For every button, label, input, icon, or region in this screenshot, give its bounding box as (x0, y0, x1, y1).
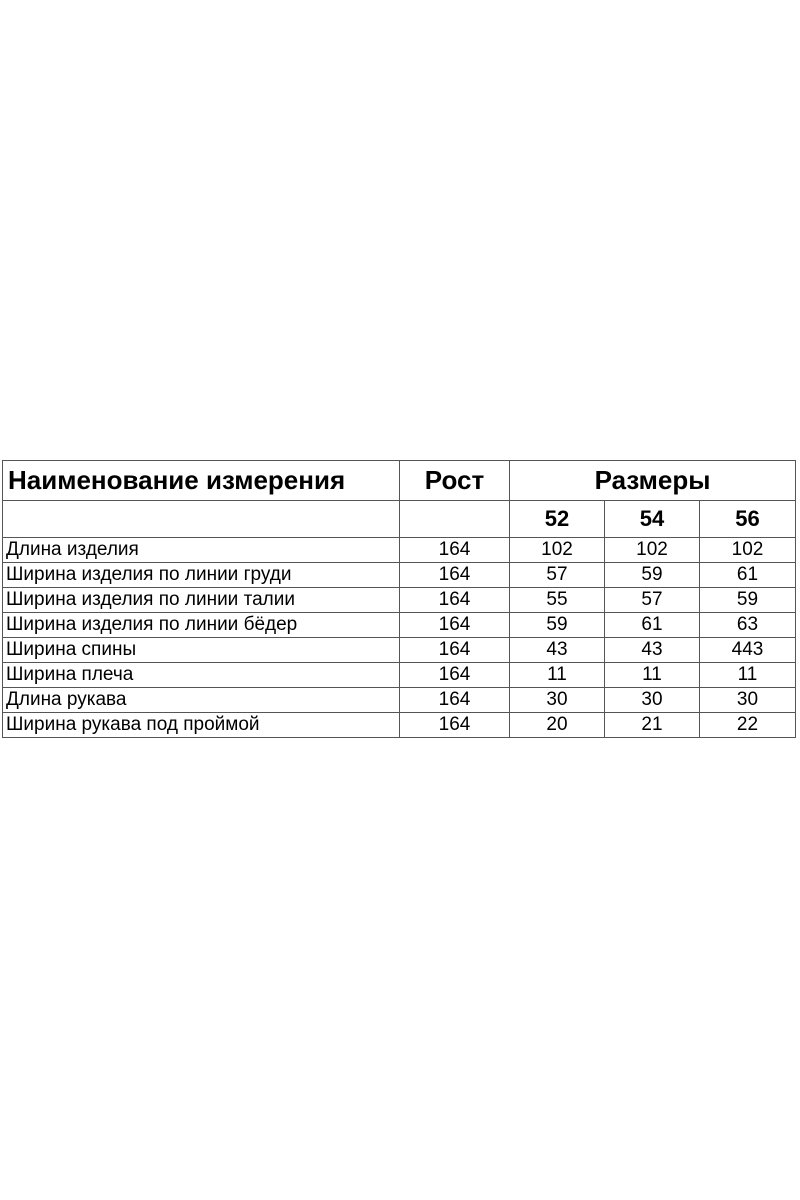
table-row (3, 563, 796, 588)
measurement-name: Ширина изделия по линии бёдер (3, 613, 400, 638)
size-value: 59 (700, 588, 796, 613)
height-value: 164 (400, 663, 510, 688)
size-value: 59 (605, 563, 700, 588)
size-52-header: 52 (510, 501, 605, 538)
size-56-header: 56 (700, 501, 796, 538)
table-row (3, 663, 796, 688)
measurement-name: Длина рукава (3, 688, 400, 713)
size-value: 102 (510, 538, 605, 563)
size-value: 30 (700, 688, 796, 713)
measurement-name: Ширина спины (3, 638, 400, 663)
size-chart-table (2, 460, 796, 738)
table-row (3, 638, 796, 663)
table-row (3, 713, 796, 738)
size-value: 59 (510, 613, 605, 638)
size-value: 443 (700, 638, 796, 663)
height-value: 164 (400, 538, 510, 563)
table-header-row (3, 461, 796, 501)
height-value: 164 (400, 713, 510, 738)
table-row (3, 538, 796, 563)
size-value: 43 (510, 638, 605, 663)
size-value: 102 (700, 538, 796, 563)
measurement-name: Ширина изделия по линии груди (3, 563, 400, 588)
height-value: 164 (400, 638, 510, 663)
height-header: Рост (400, 461, 510, 501)
size-value: 11 (510, 663, 605, 688)
table-row (3, 588, 796, 613)
size-value: 63 (700, 613, 796, 638)
height-value: 164 (400, 613, 510, 638)
size-numbers-row (3, 501, 796, 538)
size-value: 21 (605, 713, 700, 738)
measurement-name-header: Наименование измерения (3, 461, 400, 501)
sizes-header: Размеры (510, 461, 796, 501)
measurement-name: Ширина плеча (3, 663, 400, 688)
size-54-header: 54 (605, 501, 700, 538)
height-value: 164 (400, 588, 510, 613)
size-value: 30 (605, 688, 700, 713)
size-value: 57 (510, 563, 605, 588)
size-value: 43 (605, 638, 700, 663)
height-value: 164 (400, 688, 510, 713)
size-value: 20 (510, 713, 605, 738)
measurement-name: Ширина рукава под проймой (3, 713, 400, 738)
table-row (3, 613, 796, 638)
empty-height-cell (400, 501, 510, 538)
size-value: 11 (700, 663, 796, 688)
size-value: 61 (605, 613, 700, 638)
size-value: 22 (700, 713, 796, 738)
measurement-name: Длина изделия (3, 538, 400, 563)
measurement-name: Ширина изделия по линии талии (3, 588, 400, 613)
size-value: 102 (605, 538, 700, 563)
size-value: 11 (605, 663, 700, 688)
size-value: 61 (700, 563, 796, 588)
size-value: 55 (510, 588, 605, 613)
table-row (3, 688, 796, 713)
empty-name-cell (3, 501, 400, 538)
size-value: 30 (510, 688, 605, 713)
size-value: 57 (605, 588, 700, 613)
height-value: 164 (400, 563, 510, 588)
